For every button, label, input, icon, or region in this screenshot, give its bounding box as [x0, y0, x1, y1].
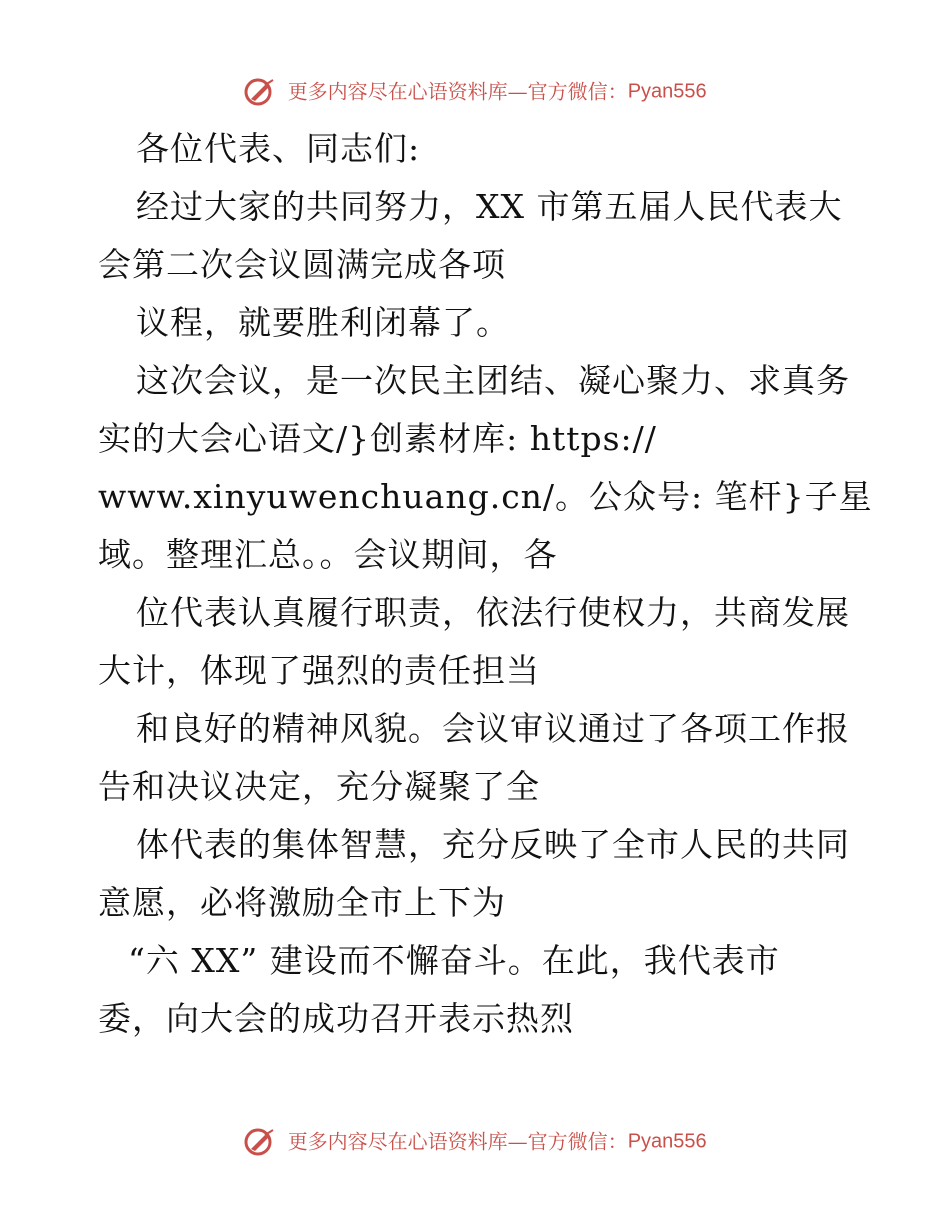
text-line: 这次会议，是一次民主团结、凝心聚力、求真务 [136, 361, 850, 400]
banner-text: 更多内容尽在心语资料库—官方微信： [287, 79, 628, 104]
text-line: 实的大会心语文/}创素材库: https:// [98, 419, 657, 458]
pen-logo-icon [243, 1127, 277, 1157]
text-line: 委，向大会的成功召开表示热烈 [98, 999, 574, 1038]
text-line: 和良好的精神风貌。会议审议通过了各项工作报 [136, 709, 850, 748]
text-line: “六 XX” 建设而不懈奋斗。在此，我代表市 [128, 941, 780, 980]
text-line: 体代表的集体智慧，充分反映了全市人民的共同 [136, 825, 850, 864]
text-line: 域。整理汇总。。会议期间，各 [98, 535, 558, 574]
text-line: 会第二次会议圆满完成各项 [98, 245, 506, 284]
banner-text: 更多内容尽在心语资料库—官方微信： [287, 1129, 628, 1154]
text-line: 议程，就要胜利闭幕了。 [136, 303, 510, 342]
text-line: 大计，体现了强烈的责任担当 [98, 651, 540, 690]
document-body [98, 120, 873, 1048]
banner-wechat-id: Pyan556 [627, 1130, 707, 1153]
banner-wechat-id: Pyan556 [627, 80, 707, 103]
pen-logo-icon [243, 77, 277, 107]
text-line: 位代表认真履行职责，依法行使权力，共商发展 [136, 593, 850, 632]
text-line: 经过大家的共同努力，XX 市第五届人民代表大 [136, 187, 843, 226]
text-line: 告和决议决定，充分凝聚了全 [98, 767, 540, 806]
text-line: 意愿，必将激励全市上下为 [98, 883, 506, 922]
text-line: www.xinyuwenchuang.cn/。公众号: 笔杆}子星 [98, 477, 873, 516]
footer-banner [0, 1126, 950, 1157]
header-banner [0, 76, 950, 107]
text-line: 各位代表、同志们: [136, 129, 421, 168]
